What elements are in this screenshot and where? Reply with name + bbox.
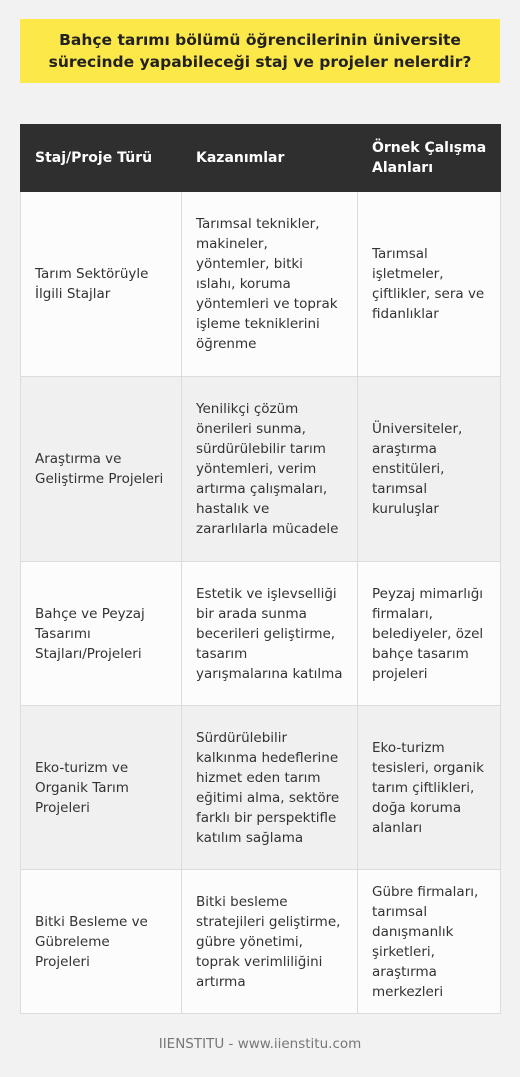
cell-example-areas: Tarımsal işletmeler, çiftlikler, sera ve fidanlıklar	[358, 192, 501, 377]
cell-type: Bitki Besleme ve Gübreleme Projeleri	[21, 870, 182, 1014]
internship-projects-table	[20, 124, 501, 1014]
cell-type: Araştırma ve Geliştirme Projeleri	[21, 377, 182, 562]
cell-type: Tarım Sektörüyle İlgili Stajlar	[21, 192, 182, 377]
header-example-areas: Örnek Çalışma Alanları	[358, 125, 501, 192]
cell-gains: Bitki besleme stratejileri geliştirme, gübre yönetimi, toprak verimliliğini artırma	[182, 870, 358, 1014]
table-row	[21, 706, 501, 870]
cell-example-areas: Peyzaj mimarlığı firmaları, belediyeler, özel bahçe tasarım projeleri	[358, 562, 501, 706]
cell-gains: Sürdürülebilir kalkınma hedeflerine hizmet eden tarım eğitimi alma, sektöre farklı bir perspektifle katılım sağlama	[182, 706, 358, 870]
table-row	[21, 562, 501, 706]
cell-gains: Estetik ve işlevselliği bir arada sunma becerileri geliştirme, tasarım yarışmalarına katılma	[182, 562, 358, 706]
table-row	[21, 870, 501, 1014]
title-banner	[20, 19, 500, 83]
page-title: Bahçe tarımı bölümü öğrencilerinin üniversite sürecinde yapabileceği staj ve projeler nelerdir?	[48, 31, 472, 71]
cell-example-areas: Eko-turizm tesisleri, organik tarım çiftlikleri, doğa koruma alanları	[358, 706, 501, 870]
table-row	[21, 377, 501, 562]
header-type: Staj/Proje Türü	[21, 125, 182, 192]
cell-gains: Yenilikçi çözüm önerileri sunma, sürdürülebilir tarım yöntemleri, verim artırma çalışmaları, hastalık ve zararlılarla mücadele	[182, 377, 358, 562]
table-row	[21, 192, 501, 377]
cell-gains: Tarımsal teknikler, makineler, yöntemler, bitki ıslahı, koruma yöntemleri ve toprak işleme tekniklerini öğrenme	[182, 192, 358, 377]
cell-example-areas: Üniversiteler, araştırma enstitüleri, tarımsal kuruluşlar	[358, 377, 501, 562]
table-header-row	[21, 125, 501, 192]
header-gains: Kazanımlar	[182, 125, 358, 192]
cell-example-areas: Gübre firmaları, tarımsal danışmanlık şirketleri, araştırma merkezleri	[358, 870, 501, 1014]
footer-credit: IIENSTITU - www.iienstitu.com	[158, 1036, 362, 1052]
cell-type: Eko-turizm ve Organik Tarım Projeleri	[21, 706, 182, 870]
cell-type: Bahçe ve Peyzaj Tasarımı Stajları/Projeleri	[21, 562, 182, 706]
